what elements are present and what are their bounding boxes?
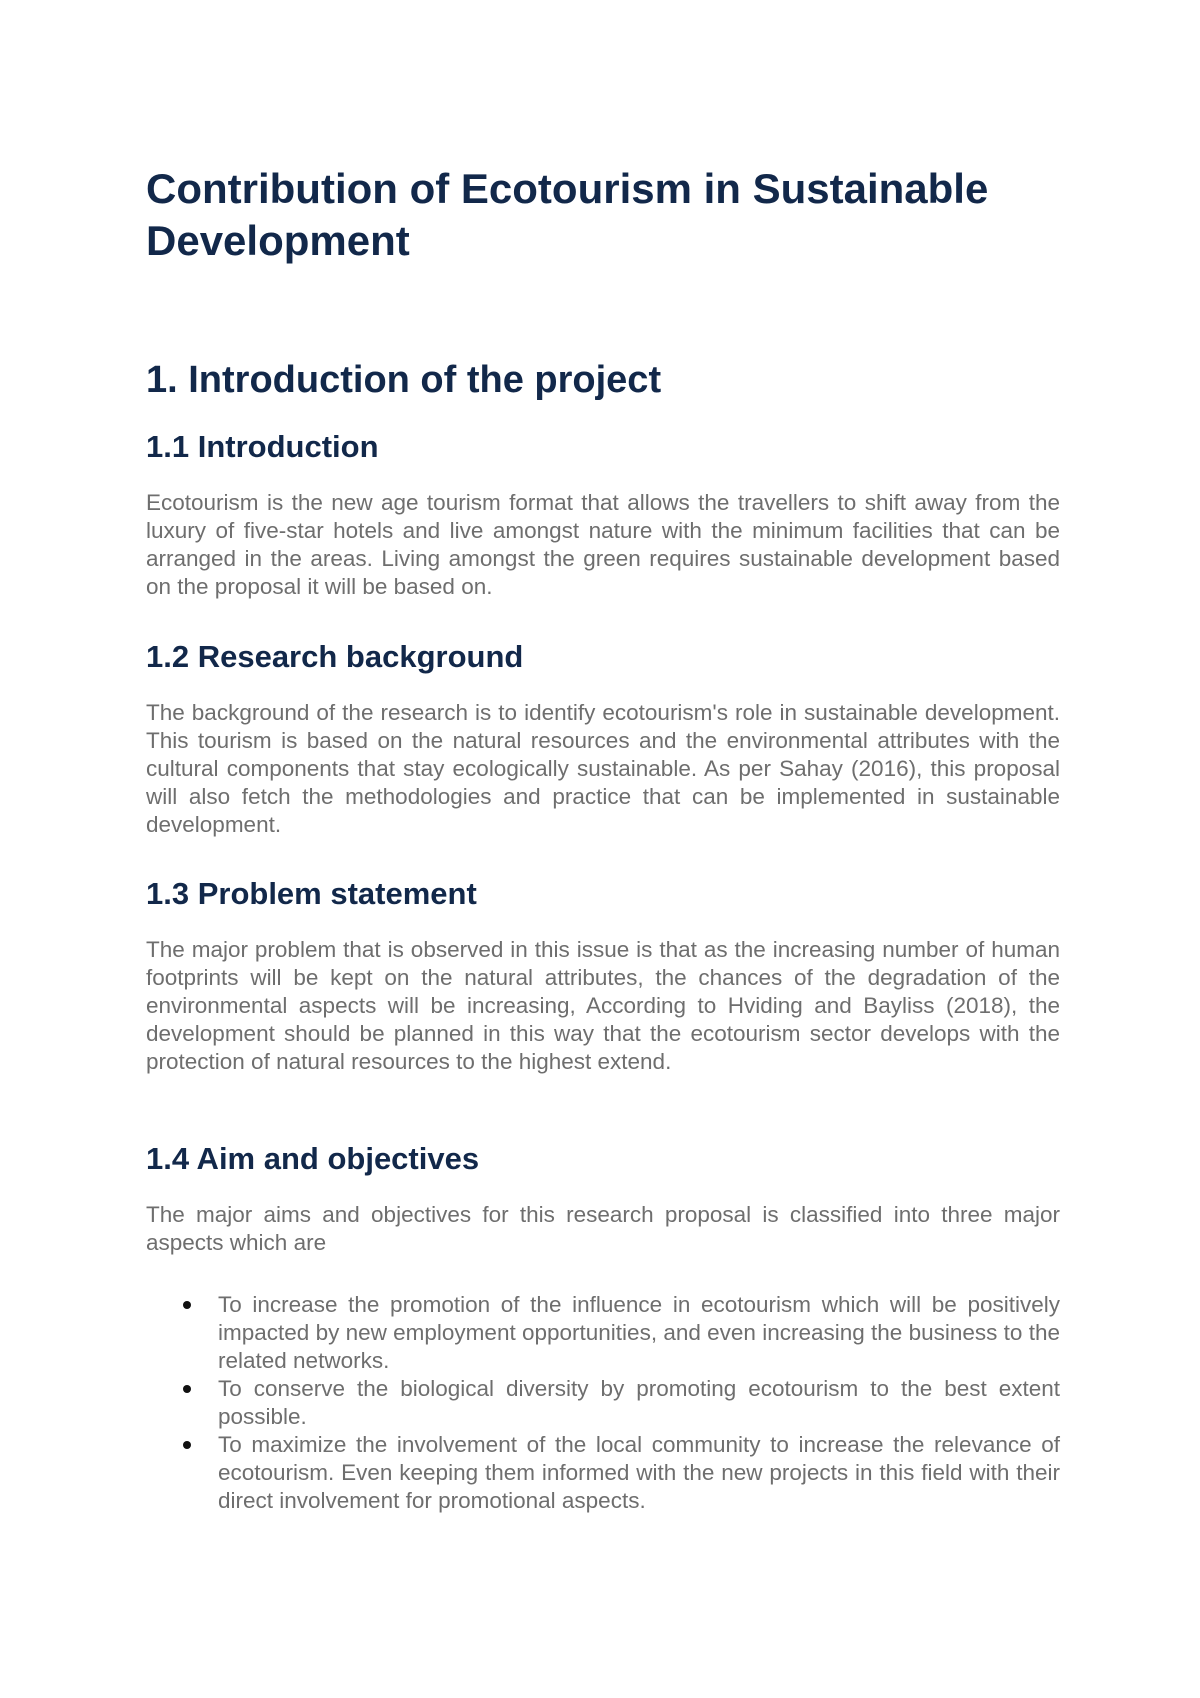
list-item: [146, 1431, 1060, 1515]
chapter-heading: 1. Introduction of the project: [146, 359, 662, 401]
section-heading-introduction: 1.1 Introduction: [146, 429, 379, 464]
list-item-text: To maximize the involvement of the local community to increase the relevance of ecotourism. Even keeping them informed with the new projects in this field with their direct involvement for promotional aspects.: [218, 1432, 1060, 1513]
list-item-text: To conserve the biological diversity by promoting ecotourism to the best extent possible.: [218, 1376, 1060, 1429]
document-title: Contribution of Ecotourism in Sustainable Development: [146, 165, 989, 264]
section-heading-research-background: 1.2 Research background: [146, 639, 524, 674]
list-item: [146, 1375, 1060, 1431]
bullet-dot-icon: [183, 1301, 191, 1309]
bullet-dot-icon: [183, 1441, 191, 1449]
section-heading-problem-statement: 1.3 Problem statement: [146, 876, 477, 911]
section-body-introduction: Ecotourism is the new age tourism format that allows the travellers to shift away from the luxury of five-star hotels and live amongst nature with the minimum facilities that can be arranged in the areas. Living amongst the green requires sustainable development based on the proposal it will be based on.: [146, 490, 1060, 599]
section-body-research-background: The background of the research is to identify ecotourism's role in sustainable development. This tourism is based on the natural resources and the environmental attributes with the cultural components that stay ecologically sustainable. As per Sahay (2016), this proposal will also fetch the methodologies and practice that can be implemented in sustainable development.: [146, 700, 1060, 837]
section-heading-aim-objectives: 1.4 Aim and objectives: [146, 1141, 480, 1176]
section-body-problem-statement: The major problem that is observed in this issue is that as the increasing number of human footprints will be kept on the natural attributes, the chances of the degradation of the environmental aspects will be increasing, According to Hviding and Bayliss (2018), the development should be planned in this way that the ecotourism sector develops with the protection of natural resources to the highest extend.: [146, 937, 1060, 1074]
section-body-aim-objectives: The major aims and objectives for this research proposal is classified into three major aspects which are: [146, 1202, 1060, 1255]
objectives-list: [146, 1291, 1060, 1515]
list-item: [146, 1291, 1060, 1375]
list-item-text: To increase the promotion of the influence in ecotourism which will be positively impacted by new employment opportunities, and even increasing the business to the related networks.: [218, 1292, 1060, 1373]
bullet-dot-icon: [183, 1385, 191, 1393]
